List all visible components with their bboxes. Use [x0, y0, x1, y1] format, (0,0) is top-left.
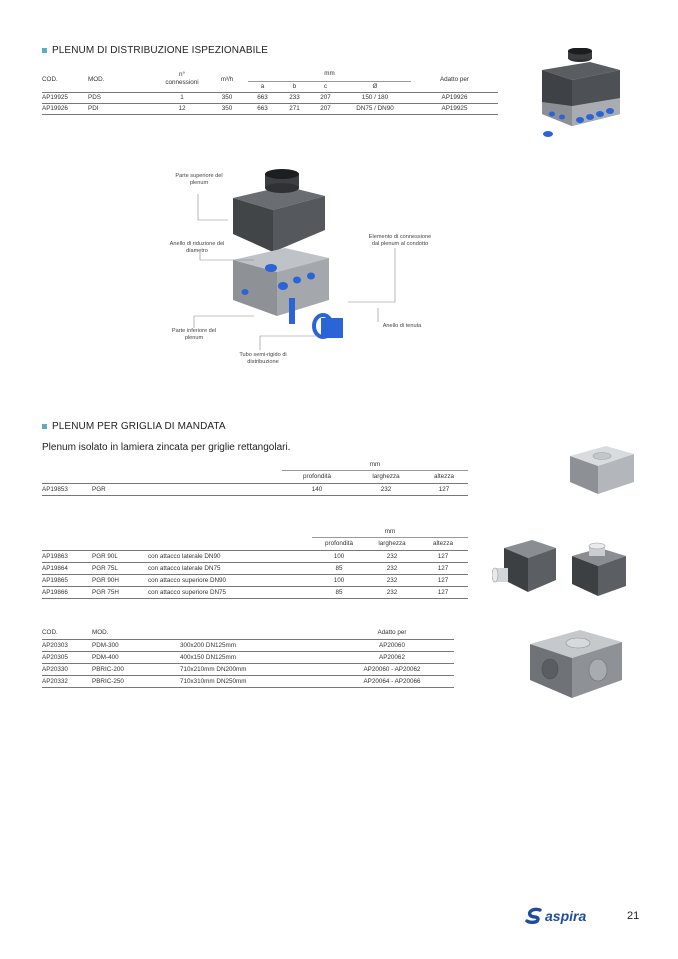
section-bullet-icon: [42, 48, 47, 53]
label-anello-tenuta: Anello di tenuta: [382, 323, 422, 329]
table-row: AP20303 PDM-300 300x200 DN125mm AP20060: [42, 639, 454, 651]
table-row: AP20305 PDM-400 400x150 DN125mm AP20062: [42, 651, 454, 663]
label-elemento-connessione: Elemento di connessione dal plenum al condotto: [368, 234, 432, 247]
label-anello-riduzione: Anello di riduzione del diametro: [169, 241, 225, 254]
table-header-row: profondità larghezza altezza: [42, 537, 468, 550]
table-row: AP19863 PGR 90L con attacco laterale DN90 100 232 127: [42, 550, 468, 562]
table-row: AP19866 PGR 75H con attacco superiore DN75 85 232 127: [42, 586, 468, 598]
table-header-row: profondità larghezza altezza: [42, 470, 468, 483]
plenum-ispezionabile-image: [528, 48, 628, 140]
label-parte-superiore: Parte superiore del plenum: [175, 173, 223, 186]
pgr-plenum-image: [566, 440, 638, 500]
table-row: AP19864 PGR 75L con attacco laterale DN75 85 232 127: [42, 562, 468, 574]
table-row: AP19925 PDS 1 350 663 233 207 150 / 180 AP19926: [42, 92, 498, 103]
pdm-pbric-image: [524, 622, 628, 704]
pdm-pbric-table: [42, 627, 454, 688]
aspira-logo: aspira: [524, 907, 586, 925]
section2-title: PLENUM PER GRIGLIA DI MANDATA: [42, 421, 226, 432]
page-number: 21: [627, 910, 640, 922]
table-row: AP19865 PGR 90H con attacco superiore DN90 100 232 127: [42, 574, 468, 586]
table-row: AP19853 PGR 140 232 127: [42, 483, 468, 495]
table-header-row: COD. MOD. n° connessioni m³/h mm Adatto per: [42, 67, 498, 81]
table-row: AP20330 PBRIC-200 710x210mm DN200mm AP20060 - AP20062: [42, 663, 454, 675]
section2-subtitle: Plenum isolato in lamiera zincata per griglie rettangolari.: [42, 442, 291, 453]
label-parte-inferiore: Parte inferiore del plenum: [171, 328, 217, 341]
diagram-leader-lines: [150, 180, 470, 370]
pgr-attacco-table: mm profondità larghezza altezza AP19863 PGR 90L con attacco laterale DN90 100 232 127 AP19864 PGR 75L con attacco laterale DN75 85 232 127 AP19865 PGR 90H con attacco superiore DN90 100 232 127 AP19866 PGR 75H con attacco superiore DN75 85 232 127: [42, 526, 468, 599]
plenum-distribuzione-table: COD. MOD. n° connessioni m³/h mm Adatto per a b c Ø AP19925 PDS 1 350 663 233 207 150 / 180 AP19926 AP19926 PDI 12 350 663 271 207 DN75 / DN90 AP19925: [42, 67, 498, 115]
table-header-row: COD. MOD. Adatto per: [42, 627, 454, 639]
section1-title: PLENUM DI DISTRIBUZIONE ISPEZIONABILE: [42, 45, 268, 56]
label-tubo-semirigido: Tubo semi-rigido di distribuzione: [239, 352, 287, 365]
table-row: AP19926 PDI 12 350 663 271 207 DN75 / DN90 AP19925: [42, 103, 498, 114]
section-bullet-icon: [42, 424, 47, 429]
pgr-attacco-image: [492, 530, 632, 602]
table-row: AP20332 PBRIC-250 710x310mm DN250mm AP20064 - AP20066: [42, 675, 454, 687]
aspira-logo-icon: [524, 907, 544, 925]
pgr-table: mm profondità larghezza altezza AP19853 PGR 140 232 127: [42, 459, 468, 496]
